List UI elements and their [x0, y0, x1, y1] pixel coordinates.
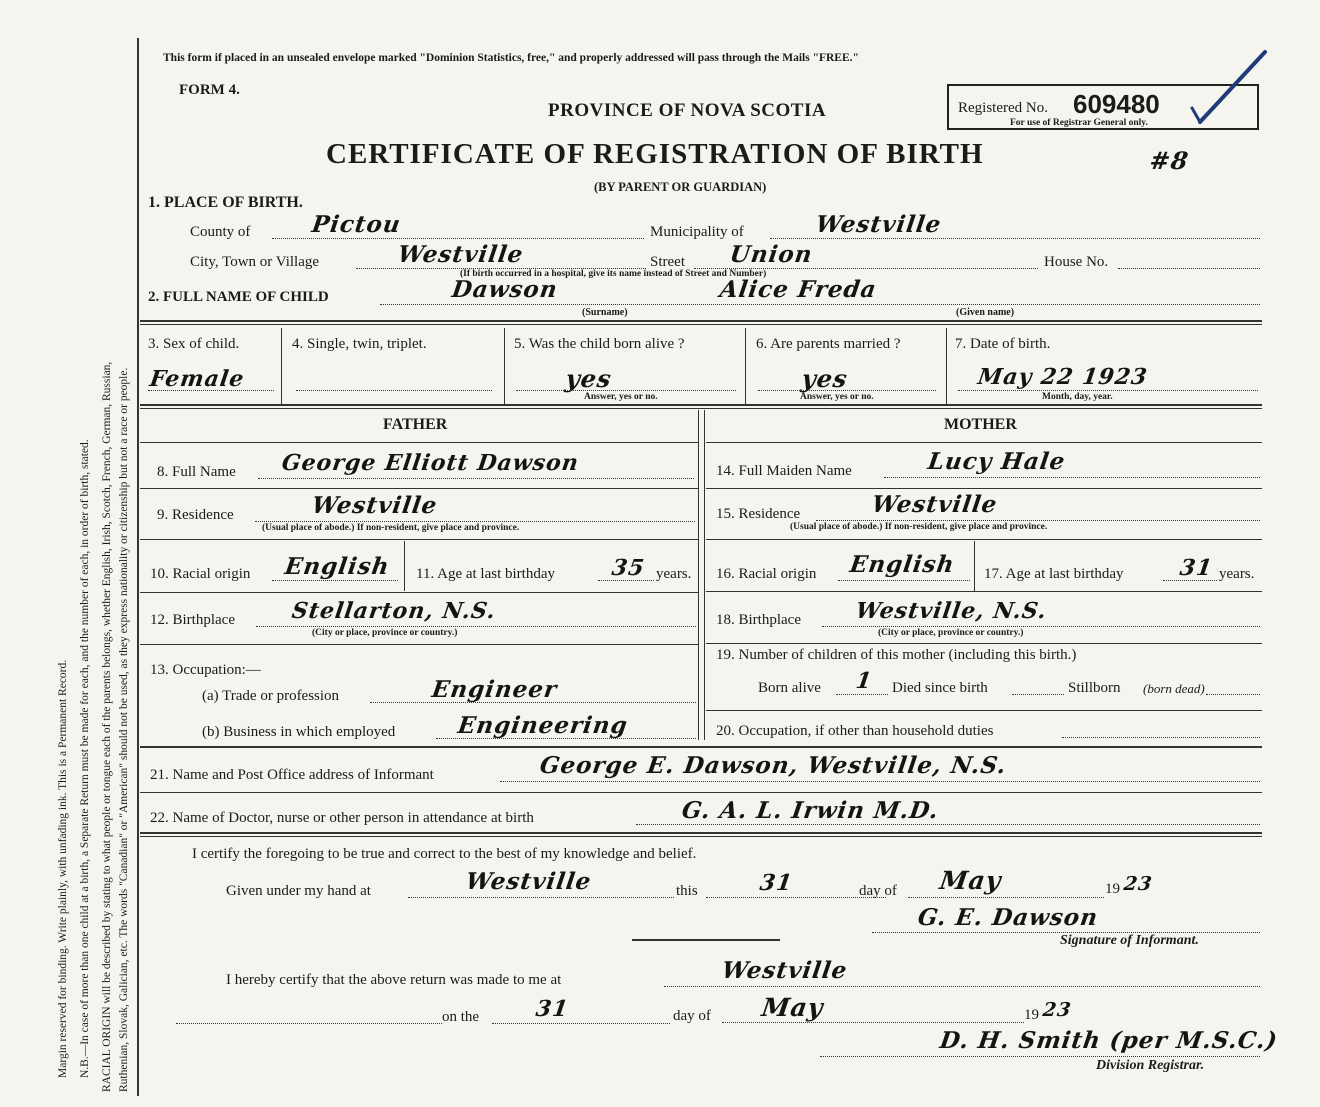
informant-signature-caption: Signature of Informant. — [1060, 933, 1199, 948]
surname-caption: (Surname) — [582, 307, 628, 318]
divider-3-4 — [281, 328, 282, 404]
registrar-caption: Division Registrar. — [1096, 1058, 1205, 1073]
sex-label: 3. Sex of child. — [148, 336, 240, 352]
born-alive-value: yes — [563, 364, 614, 393]
registrar-month-line — [722, 1022, 1024, 1023]
father-business-label: (b) Business in which employed — [202, 724, 396, 740]
rule-after-doctor — [140, 832, 1262, 834]
date-of-birth-value: May 22 1923 — [976, 364, 1150, 390]
registrar-on-the-label: on the — [442, 1009, 480, 1025]
stillborn-label: Stillborn — [1068, 680, 1121, 696]
house-number-line — [1118, 268, 1260, 269]
mother-occupation-line — [1062, 737, 1260, 738]
informant-signature: G. E. Dawson — [916, 904, 1100, 931]
rule-father-racial — [140, 592, 698, 593]
father-name-line — [258, 478, 694, 479]
divider-4-5 — [504, 328, 505, 404]
margin-note-multiple-births: N.B.—In case of more than one child at a birth, a Separate Return must be made for each, and the number of each, in order of birth, stated. — [79, 439, 91, 1078]
father-age-value: 35 — [610, 555, 647, 581]
parents-married-value: yes — [799, 364, 850, 393]
rule-mother-residence — [706, 539, 1262, 540]
mother-heading-rule — [706, 442, 1262, 443]
father-trade-value: Engineer — [430, 676, 560, 703]
father-racial-origin-line — [272, 580, 398, 581]
doctor-label: 22. Name of Doctor, nurse or other person in attendance at birth — [150, 810, 534, 826]
registered-label: Registered No. — [958, 100, 1048, 116]
county-line — [272, 238, 644, 239]
municipality-value: Westville — [814, 211, 944, 238]
rule-after-informant — [140, 792, 1262, 793]
father-birthplace-caption: (City or place, province or country.) — [312, 628, 458, 638]
pen-stroke-mark — [1180, 48, 1270, 128]
given-month-line — [908, 897, 1104, 898]
margin-note-binding: Margin reserved for binding. Write plainly, with unfading ink. This is a Permanent Record. — [57, 659, 69, 1078]
house-number-label: House No. — [1044, 254, 1109, 270]
rule-after-child-name — [140, 320, 1262, 322]
died-since-birth-label: Died since birth — [892, 680, 988, 696]
informant-line — [500, 781, 1260, 782]
mother-abode-caption: (Usual place of abode.) If non-resident, give place and province. — [790, 522, 1048, 532]
date-of-birth-caption: Month, day, year. — [1042, 392, 1113, 402]
mother-heading: MOTHER — [944, 416, 1017, 433]
mother-name-value: Lucy Hale — [926, 448, 1068, 475]
mother-residence-label: 15. Residence — [716, 506, 801, 522]
registrar-place-line — [664, 986, 1260, 987]
given-this-label: this — [676, 883, 698, 899]
registrar-statement: I hereby certify that the above return was made to me at — [226, 972, 562, 988]
mother-residence-line — [816, 520, 1260, 521]
rule-before-informant — [140, 746, 1262, 748]
born-alive-count-line — [836, 694, 888, 695]
certificate-subtitle: (BY PARENT OR GUARDIAN) — [594, 180, 767, 194]
father-heading-rule — [140, 442, 698, 443]
date-of-birth-line — [958, 390, 1258, 391]
father-abode-caption: (Usual place of abode.) If non-resident, give place and province. — [262, 523, 520, 533]
sex-value: Female — [148, 366, 247, 392]
county-label: County of — [190, 224, 251, 240]
rule-after-row-3-7 — [140, 404, 1262, 406]
father-birthplace-value: Stellarton, N.S. — [290, 598, 498, 624]
born-alive-count-label: Born alive — [758, 680, 821, 696]
rule-mother-racial — [706, 591, 1262, 592]
mother-racial-origin-line — [838, 580, 970, 581]
parents-married-caption: Answer, yes or no. — [800, 392, 874, 402]
died-since-birth-line — [1012, 694, 1064, 695]
mother-age-label: 17. Age at last birthday — [984, 566, 1124, 582]
parents-married-line — [758, 390, 936, 391]
form-number: FORM 4. — [179, 82, 240, 98]
rule-after-doctor-2 — [140, 836, 1262, 837]
multiple-birth-line — [296, 390, 492, 391]
rule-after-row-3-7-2 — [140, 408, 1262, 409]
father-birthplace-label: 12. Birthplace — [150, 612, 235, 628]
rule-father-residence — [140, 539, 698, 540]
certificate-title: CERTIFICATE OF REGISTRATION OF BIRTH — [326, 138, 984, 170]
registrar-place-value: Westville — [720, 957, 850, 984]
father-residence-line — [255, 521, 695, 522]
father-residence-value: Westville — [310, 492, 440, 519]
street-value: Union — [728, 241, 815, 268]
given-month-value: May — [937, 866, 1004, 895]
mother-age-years: years. — [1219, 566, 1255, 582]
center-divider-right — [704, 410, 705, 740]
father-trade-label: (a) Trade or profession — [202, 688, 340, 704]
informant-label: 21. Name and Post Office address of Informant — [150, 767, 434, 783]
divider-5-6 — [745, 328, 746, 404]
certify-statement: I certify the foregoing to be true and correct to the best of my knowledge and belief. — [192, 846, 697, 862]
child-given-name-value: Alice Freda — [718, 276, 879, 303]
father-business-value: Engineering — [456, 712, 630, 739]
born-alive-line — [516, 390, 736, 391]
rule-father-name — [140, 488, 698, 489]
rule-mother-name — [706, 488, 1262, 489]
father-age-label: 11. Age at last birthday — [416, 566, 555, 582]
mother-racial-origin-value: English — [848, 551, 957, 578]
stamp-mark: #8 — [1147, 146, 1191, 175]
registrar-day-value: 31 — [534, 996, 571, 1022]
short-separator-rule — [632, 939, 780, 941]
divider-6-7 — [946, 328, 947, 404]
father-birthplace-line — [256, 626, 696, 627]
margin-note-racial-origin-cont: Ruthenian, Slovak, Galician, etc. The words "Canadian" or "American" should not be used, as they express nationality or citizenship but not a race or people. — [118, 367, 130, 1092]
child-surname-value: Dawson — [450, 276, 560, 303]
street-label: Street — [650, 254, 685, 270]
child-name-line — [380, 304, 1260, 305]
father-name-label: 8. Full Name — [157, 464, 236, 480]
binding-margin-rule — [137, 38, 139, 1096]
registrar-day-of-label: day of — [673, 1008, 711, 1024]
stillborn-note: (born dead) — [1143, 681, 1205, 696]
mother-racial-origin-label: 16. Racial origin — [716, 566, 817, 582]
divider-10-11 — [404, 541, 405, 591]
sex-line — [148, 390, 274, 391]
registrar-signature: D. H. Smith (per M.S.C.) — [938, 1027, 1280, 1054]
stillborn-line — [1206, 694, 1260, 695]
given-year-prefix: 19 — [1105, 881, 1120, 897]
place-of-birth-heading: 1. PLACE OF BIRTH. — [148, 194, 303, 211]
divider-16-17 — [974, 541, 975, 591]
mother-name-line — [884, 477, 1260, 478]
mother-birthplace-line — [822, 626, 1260, 627]
registrar-lead-line — [176, 1023, 442, 1024]
margin-note-racial-origin: RACIAL ORIGIN will be described by stating to what people or tongue each of the parents belongs, whether English, Irish, Scotch, French, German, Russian, — [101, 361, 113, 1092]
registrar-note: For use of Registrar General only. — [1010, 118, 1148, 128]
municipality-line — [770, 238, 1260, 239]
date-of-birth-label: 7. Date of birth. — [955, 336, 1051, 352]
father-heading: FATHER — [383, 416, 448, 433]
county-value: Pictou — [310, 211, 403, 238]
father-racial-origin-value: English — [283, 553, 392, 580]
born-alive-label: 5. Was the child born alive ? — [514, 336, 685, 352]
mother-residence-value: Westville — [870, 491, 1000, 518]
registrar-signature-line — [820, 1056, 1260, 1057]
rule-children-count — [706, 710, 1262, 711]
father-racial-origin-label: 10. Racial origin — [150, 566, 251, 582]
mother-birthplace-value: Westville, N.S. — [854, 598, 1049, 624]
given-place-value: Westville — [464, 868, 594, 895]
parents-married-label: 6. Are parents married ? — [756, 336, 901, 352]
given-day-value: 31 — [758, 870, 795, 896]
mother-age-value: 31 — [1178, 555, 1215, 581]
hospital-note: (If birth occurred in a hospital, give its name instead of Street and Number) — [460, 269, 767, 279]
doctor-line — [636, 824, 1260, 825]
father-age-years: years. — [656, 566, 692, 582]
given-name-caption: (Given name) — [956, 307, 1015, 318]
doctor-value: G. A. L. Irwin M.D. — [680, 797, 941, 824]
informant-value: George E. Dawson, Westville, N.S. — [538, 752, 1009, 779]
father-residence-label: 9. Residence — [157, 507, 234, 523]
given-day-of-label: day of — [859, 883, 897, 899]
father-occupation-label: 13. Occupation:— — [150, 662, 261, 678]
rule-after-child-name-2 — [140, 324, 1262, 325]
rule-father-birthplace — [140, 644, 698, 645]
city-value: Westville — [396, 241, 526, 268]
mother-name-label: 14. Full Maiden Name — [716, 463, 852, 479]
registrar-month-value: May — [759, 993, 826, 1022]
children-count-label: 19. Number of children of this mother (including this birth.) — [716, 647, 1077, 663]
city-label: City, Town or Village — [190, 254, 320, 270]
father-name-value: George Elliott Dawson — [280, 450, 581, 476]
born-alive-caption: Answer, yes or no. — [584, 392, 658, 402]
mother-birthplace-caption: (City or place, province or country.) — [878, 628, 1024, 638]
mother-birthplace-label: 18. Birthplace — [716, 612, 801, 628]
multiple-birth-label: 4. Single, twin, triplet. — [292, 336, 427, 352]
registrar-year-value: 23 — [1041, 999, 1073, 1021]
center-divider-left — [698, 410, 699, 740]
province-heading: PROVINCE OF NOVA SCOTIA — [548, 100, 827, 121]
given-year-value: 23 — [1122, 873, 1154, 895]
born-alive-count-value: 1 — [854, 668, 875, 694]
registrar-year-prefix: 19 — [1024, 1007, 1039, 1023]
child-name-label: 2. FULL NAME OF CHILD — [148, 289, 329, 305]
municipality-label: Municipality of — [650, 224, 744, 240]
mail-notice: This form if placed in an unsealed envelope marked "Dominion Statistics, free," and properly addressed will pass through the Mails "FREE." — [163, 52, 859, 64]
given-under-label: Given under my hand at — [226, 883, 371, 899]
registered-number: 609480 — [1073, 89, 1160, 119]
mother-occupation-label: 20. Occupation, if other than household duties — [716, 723, 994, 739]
rule-mother-birthplace — [706, 643, 1262, 644]
given-place-line — [408, 897, 674, 898]
registrar-day-line — [492, 1023, 670, 1024]
